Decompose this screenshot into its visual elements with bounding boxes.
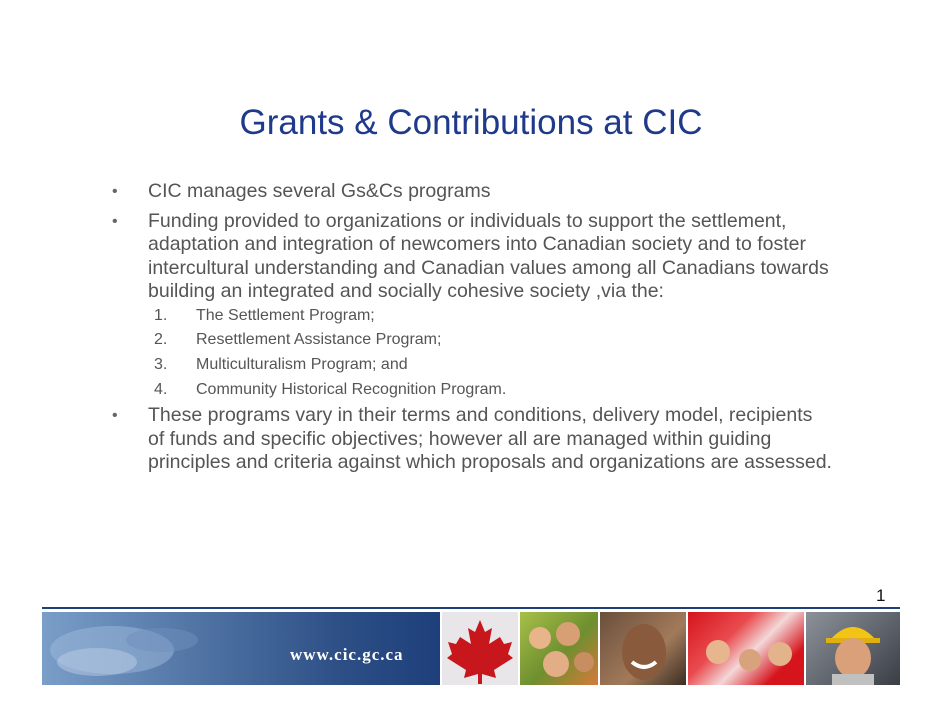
canada-flag-image [442, 612, 518, 685]
footer-divider [42, 607, 900, 609]
slide-body [112, 180, 832, 475]
worker-photo [806, 612, 900, 685]
celebration-faces [688, 612, 804, 685]
program-item [112, 328, 832, 353]
bullet-item [112, 210, 832, 304]
program-label: The Settlement Program; [196, 306, 375, 324]
portrait-photo [600, 612, 686, 685]
program-item [112, 353, 832, 378]
program-number: 4. [154, 380, 168, 398]
program-label: Multiculturalism Program; and [196, 355, 408, 373]
program-label: Community Historical Recognition Program. [196, 380, 507, 398]
bullet-dot: • [112, 407, 118, 425]
program-item [112, 378, 832, 403]
website-url: www.cic.gc.ca [290, 645, 404, 664]
bullet-text: CIC manages several Gs&Cs programs [148, 180, 491, 202]
slide-title: Grants & Contributions at CIC [239, 103, 703, 142]
bullet-dot: • [112, 183, 118, 200]
hardhat-worker [806, 612, 900, 685]
flag-celebration-photo [688, 612, 804, 685]
children-faces [520, 612, 598, 685]
bullet-text: Funding provided to organizations or individuals to support the settlement, adaptation and integration of newcomers into Canadian society and to foster intercultural understanding and Canadian values among all Canadians towards building an integrated and socially cohesive society ,via the: [148, 209, 829, 302]
handshake-image [42, 612, 440, 685]
bullet-item [112, 404, 832, 475]
bullet-dot: • [112, 212, 118, 230]
footer-banner [42, 612, 900, 685]
bullet-item [112, 180, 832, 204]
program-label: Resettlement Assistance Program; [196, 331, 442, 349]
page-number: 1 [876, 586, 886, 605]
program-list [112, 304, 832, 403]
maple-leaf-icon [442, 612, 518, 685]
program-number: 3. [154, 355, 168, 373]
program-number: 1. [154, 306, 168, 324]
children-photo [520, 612, 598, 685]
bullet-text: These programs vary in their terms and conditions, delivery model, recipients of funds and specific objectives; however all are managed within guiding principles and criteria against which proposals and organizations are assessed. [148, 404, 832, 474]
program-item [112, 304, 832, 329]
smiling-face [600, 612, 686, 685]
program-number: 2. [154, 331, 168, 349]
